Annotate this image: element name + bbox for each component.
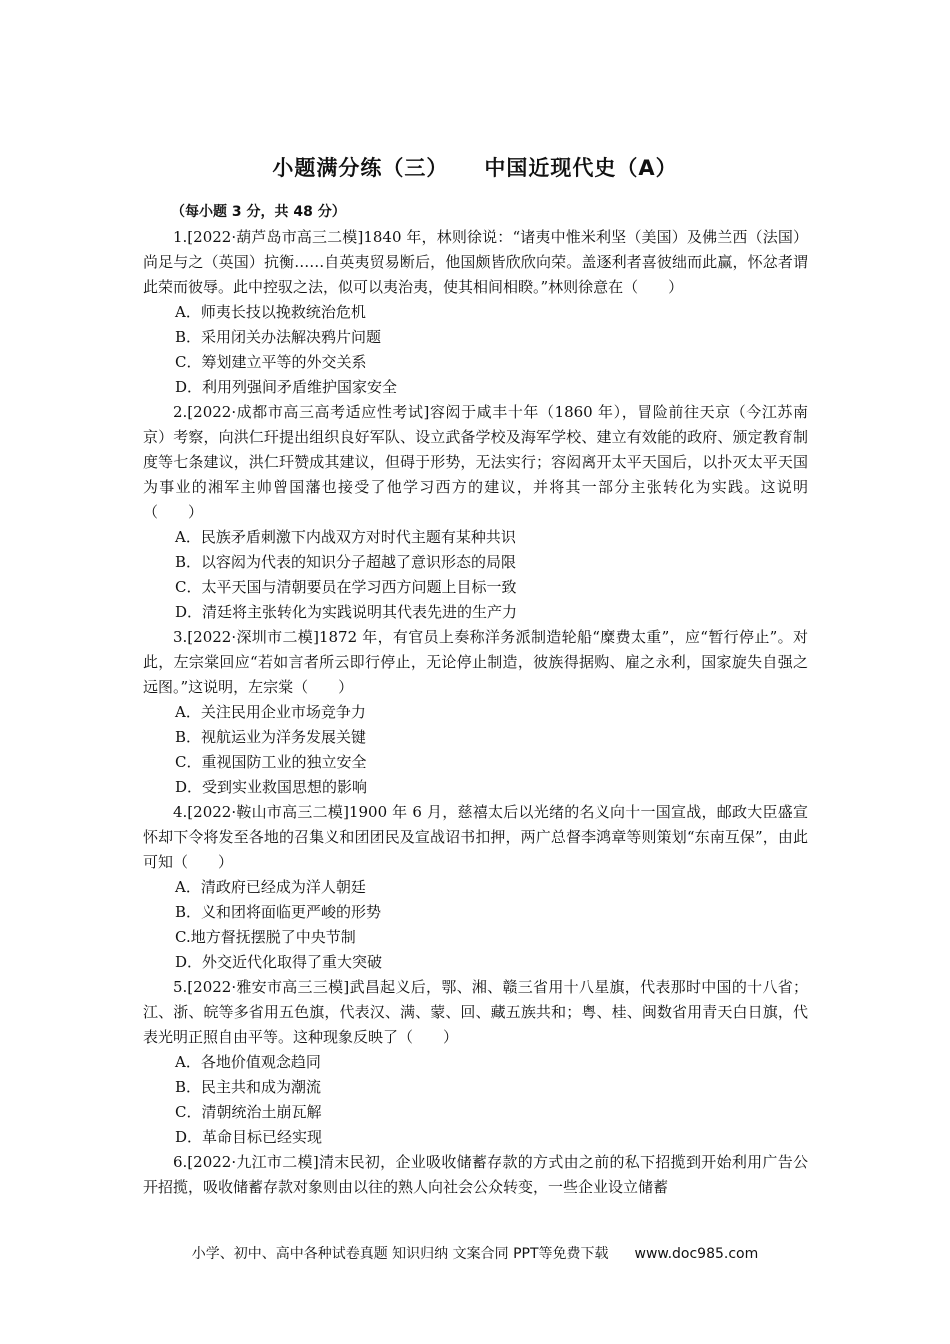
option-a: A．民族矛盾刺激下内战双方对时代主题有某种共识 <box>175 528 516 546</box>
option-b: B．采用闭关办法解决鸦片问题 <box>175 328 382 346</box>
question-list <box>143 200 808 1200</box>
question-stem: 1.[2022·葫芦岛市高三二模]1840 年，林则徐说：“诸夷中惟米利坚（美国）及佛兰西（法国）尚足与之（英国）抗衡……自英夷贸易断后，他国颇皆欣欣向荣。盖逐利者喜彼绌而此赢，怀忿者谓此荣而彼辱。此中控驭之法，似可以夷治夷，使其相间相睽。”林则徐意在（ ） <box>143 228 808 296</box>
footer-text: 小学、初中、高中各种试卷真题 知识归纳 文案合同 PPT等免费下载 <box>191 1246 609 1262</box>
option-b: B．视航运业为洋务发展关键 <box>175 728 367 746</box>
option-b: B．以容闳为代表的知识分子超越了意识形态的局限 <box>175 553 517 571</box>
page-footer <box>0 1243 950 1263</box>
option-d: D．革命目标已经实现 <box>175 1128 323 1146</box>
option-c: C．太平天国与清朝要员在学习西方问题上目标一致 <box>175 578 517 596</box>
title-part-2: 中国近现代史（A） <box>484 156 678 180</box>
option-b: B．民主共和成为潮流 <box>175 1078 322 1096</box>
footer-url: www.doc985.com <box>634 1246 759 1262</box>
option-c: C．重视国防工业的独立安全 <box>175 753 367 771</box>
page-title <box>0 152 950 182</box>
option-c: C．筹划建立平等的外交关系 <box>175 353 367 371</box>
option-d: D．受到实业救国思想的影响 <box>175 778 368 796</box>
option-a: A．师夷长技以挽救统治危机 <box>175 303 366 321</box>
question-stem: 6.[2022·九江市二模]清末民初，企业吸收储蓄存款的方式由之前的私下招揽到开始利用广告公开招揽，吸收储蓄存款对象则由以往的熟人向社会公众转变，一些企业设立储蓄 <box>143 1153 808 1196</box>
option-a: A．各地价值观念趋同 <box>175 1053 321 1071</box>
option-c: C．清朝统治土崩瓦解 <box>175 1103 322 1121</box>
option-d: D．清廷将主张转化为实践说明其代表先进的生产力 <box>175 603 518 621</box>
option-b: B．义和团将面临更严峻的形势 <box>175 903 382 921</box>
option-a: A．清政府已经成为洋人朝廷 <box>175 878 366 896</box>
score-note: （每小题 3 分，共 48 分） <box>171 204 346 220</box>
question-stem: 3.[2022·深圳市二模]1872 年，有官员上奏称洋务派制造轮船“糜费太重”，应“暂行停止”。对此，左宗棠回应“若如言者所云即行停止，无论停止制造，彼族得据购、雇之永利，国家旋失自强之远图。”这说明，左宗棠（ ） <box>143 628 808 696</box>
option-a: A．关注民用企业市场竞争力 <box>175 703 366 721</box>
question-stem: 5.[2022·雅安市高三三模]武昌起义后，鄂、湘、赣三省用十八星旗，代表那时中国的十八省；江、浙、皖等多省用五色旗，代表汉、满、蒙、回、藏五族共和；粤、桂、闽数省用青天白日旗，代表光明正照自由平等。这种现象反映了（ ） <box>143 978 808 1046</box>
title-part-1: 小题满分练（三） <box>272 156 449 180</box>
option-c: C.地方督抚摆脱了中央节制 <box>175 928 356 946</box>
option-d: D．外交近代化取得了重大突破 <box>175 953 383 971</box>
option-d: D．利用列强间矛盾维护国家安全 <box>175 378 398 396</box>
question-stem: 4.[2022·鞍山市高三二模]1900 年 6 月，慈禧太后以光绪的名义向十一国宣战，邮政大臣盛宣怀却下令将发至各地的召集义和团团民及宣战诏书扣押，两广总督李鸿章等则策划“东南互保”，由此可知（ ） <box>143 803 808 871</box>
question-stem: 2.[2022·成都市高三高考适应性考试]容闳于咸丰十年（1860 年），冒险前往天京（今江苏南京）考察，向洪仁玕提出组织良好军队、设立武备学校及海军学校、建立有效能的政府、颁定教育制度等七条建议，洪仁玕赞成其建议，但碍于形势，无法实行；容闳离开太平天国后，以扑灭太平天国为事业的湘军主帅曾国藩也接受了他学习西方的建议，并将其一部分主张转化为实践。这说明（ ） <box>143 403 808 521</box>
